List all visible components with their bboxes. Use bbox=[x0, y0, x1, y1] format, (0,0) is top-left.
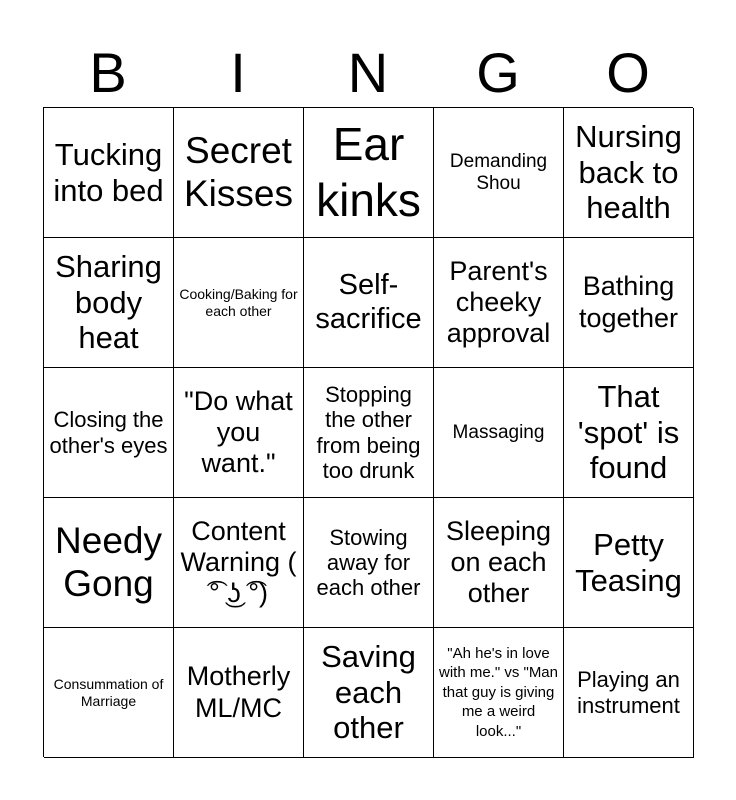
cell-text: Playing an instrument bbox=[577, 667, 680, 718]
bingo-header bbox=[43, 40, 693, 106]
cell-text: Massaging bbox=[452, 421, 545, 443]
header-letter-o: O bbox=[606, 41, 650, 104]
cell-text: Nursing back to health bbox=[575, 119, 682, 226]
bingo-cell[interactable] bbox=[564, 628, 694, 758]
bingo-cell[interactable] bbox=[174, 368, 304, 498]
bingo-cell[interactable] bbox=[44, 238, 174, 368]
cell-text: Demanding Shou bbox=[449, 150, 548, 194]
cell-text: Consummation of Marriage bbox=[53, 676, 164, 709]
header-letter-i: I bbox=[230, 41, 246, 104]
cell-text: Parent's cheeky approval bbox=[446, 255, 551, 349]
cell-text: Stowing away for each other bbox=[316, 524, 421, 601]
bingo-cell[interactable] bbox=[564, 238, 694, 368]
bingo-cell[interactable] bbox=[564, 368, 694, 498]
bingo-cell[interactable] bbox=[174, 108, 304, 238]
bingo-cell[interactable] bbox=[434, 108, 564, 238]
cell-text: Cooking/Baking for each other bbox=[179, 286, 298, 319]
bingo-cell[interactable] bbox=[564, 108, 694, 238]
header-letter-g: G bbox=[476, 41, 520, 104]
header-letter-n: N bbox=[347, 41, 389, 104]
cell-text: Petty Teasing bbox=[575, 526, 682, 598]
cell-text: Closing the other's eyes bbox=[49, 407, 168, 458]
cell-text: Sleeping on each other bbox=[445, 515, 552, 609]
bingo-cell[interactable] bbox=[304, 498, 434, 628]
cell-text: "Do what you want." bbox=[184, 385, 293, 479]
bingo-cell[interactable] bbox=[434, 498, 564, 628]
bingo-cell[interactable] bbox=[304, 368, 434, 498]
cell-text: Secret Kisses bbox=[184, 129, 293, 214]
bingo-cell[interactable] bbox=[44, 498, 174, 628]
cell-text: Motherly ML/MC bbox=[186, 661, 291, 723]
bingo-cell[interactable] bbox=[564, 498, 694, 628]
header-letter-b: B bbox=[89, 41, 127, 104]
bingo-cell[interactable] bbox=[304, 108, 434, 238]
cell-text: Bathing together bbox=[578, 271, 679, 333]
cell-text: Sharing body heat bbox=[55, 249, 162, 356]
bingo-cell[interactable] bbox=[434, 368, 564, 498]
bingo-cell[interactable] bbox=[174, 498, 304, 628]
cell-text: That 'spot' is found bbox=[577, 379, 680, 486]
cell-text: Stopping the other from being too drunk bbox=[316, 381, 421, 483]
bingo-cell[interactable] bbox=[44, 368, 174, 498]
bingo-cell[interactable] bbox=[174, 238, 304, 368]
cell-text: Ear kinks bbox=[316, 118, 421, 226]
bingo-cell[interactable] bbox=[44, 108, 174, 238]
bingo-cell[interactable] bbox=[44, 628, 174, 758]
cell-text: Content Warning ( ͡° ͜ʖ ͡°) bbox=[180, 515, 297, 609]
bingo-cell[interactable] bbox=[434, 238, 564, 368]
bingo-cell[interactable] bbox=[304, 628, 434, 758]
bingo-grid bbox=[43, 107, 693, 757]
cell-text: "Ah he's in love with me." vs "Man that guy is giving me a weird look..." bbox=[438, 644, 558, 740]
cell-text: Tucking into bed bbox=[53, 136, 164, 208]
bingo-cell[interactable] bbox=[434, 628, 564, 758]
cell-text: Needy Gong bbox=[55, 519, 162, 604]
bingo-cell[interactable] bbox=[174, 628, 304, 758]
bingo-cell[interactable] bbox=[304, 238, 434, 368]
cell-text: Saving each other bbox=[321, 639, 416, 746]
cell-text: Self-sacrifice bbox=[315, 269, 422, 335]
